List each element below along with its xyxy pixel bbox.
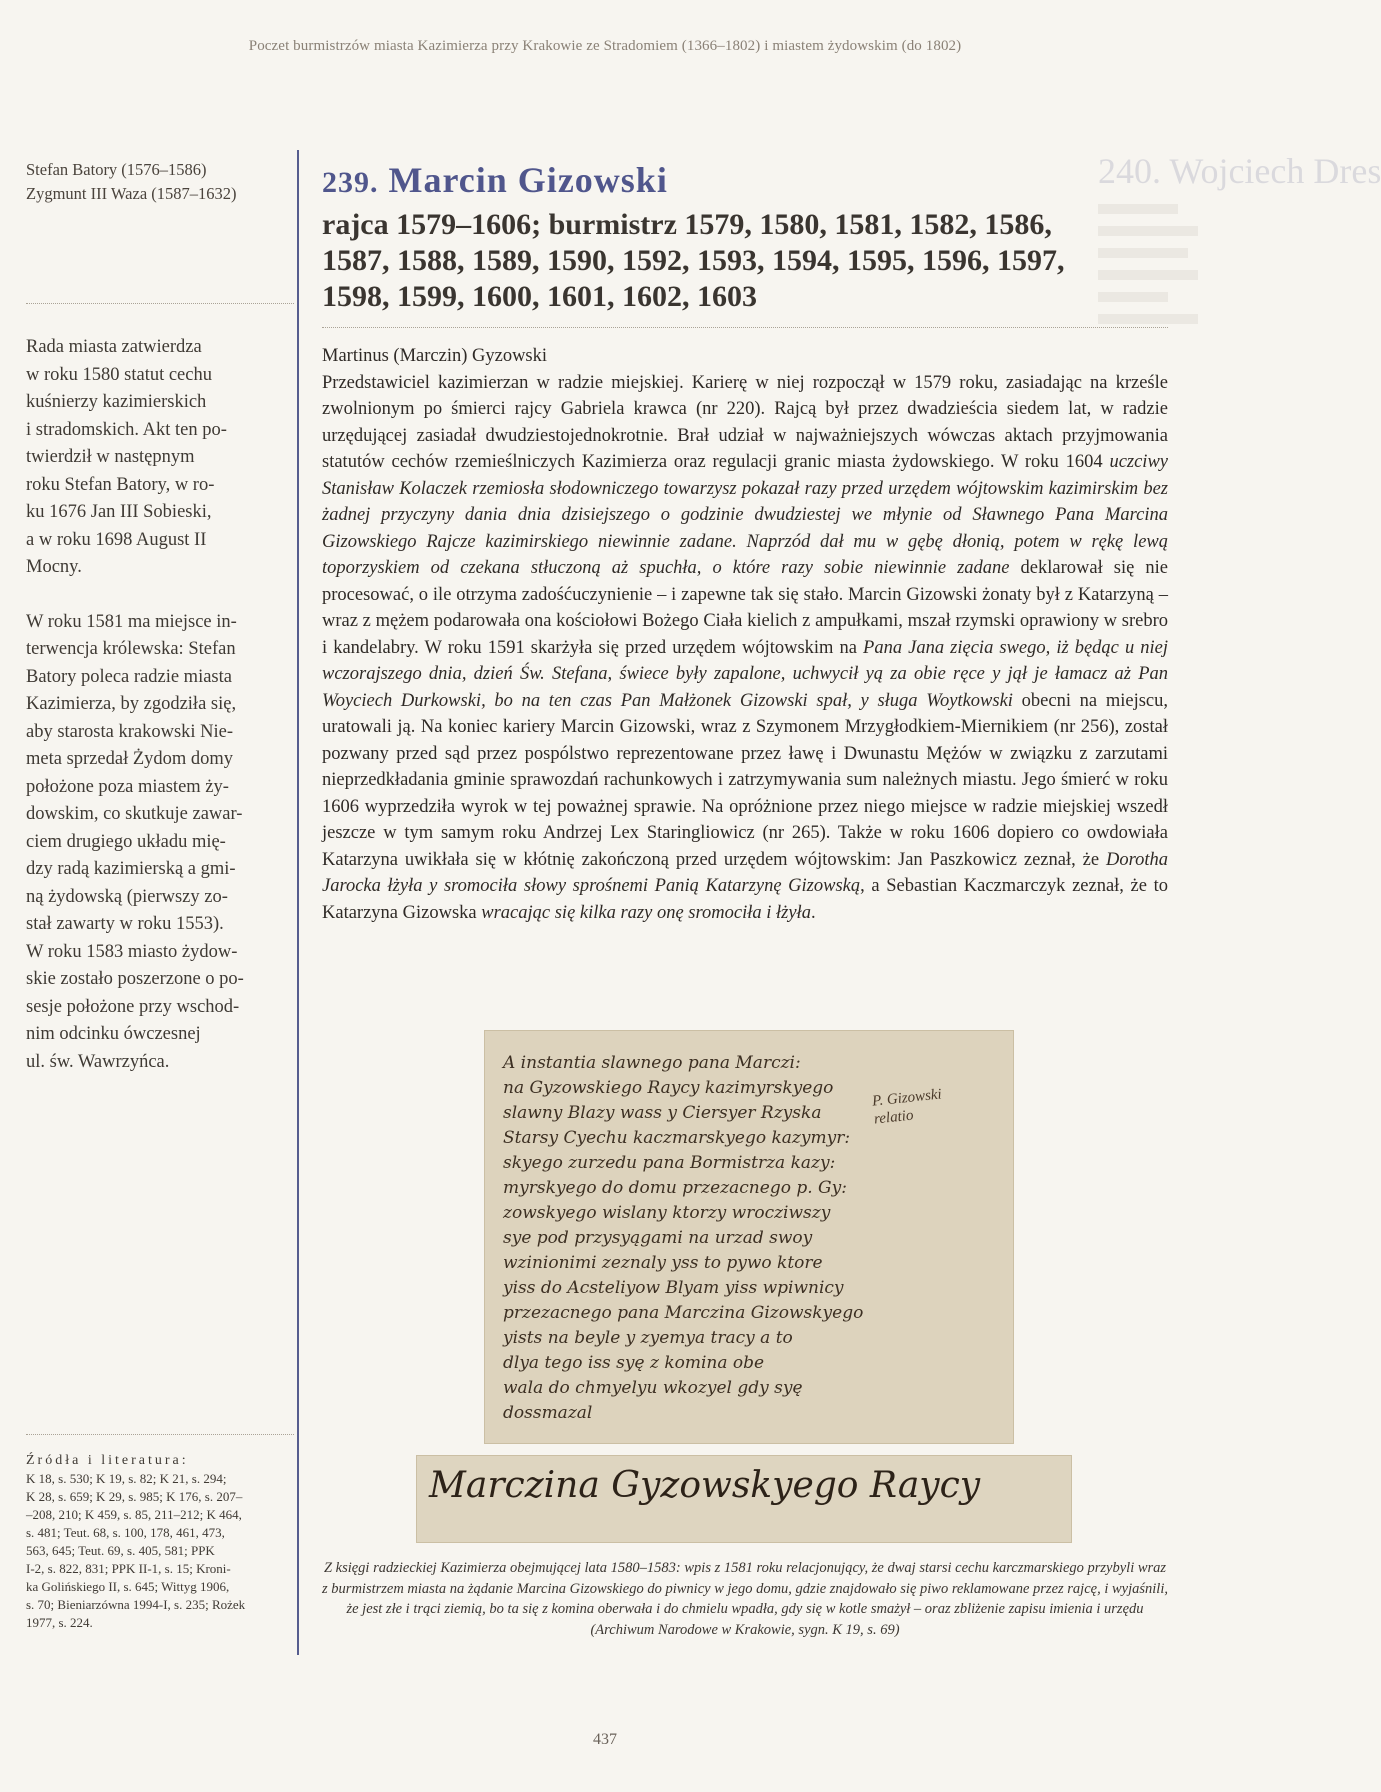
- page-number: 437: [593, 1731, 617, 1748]
- source-line: ka Golińskiego II, s. 645; Wittyg 1906,: [26, 1579, 230, 1594]
- offices-line: 1598, 1599, 1600, 1601, 1602, 1603: [322, 280, 757, 313]
- manuscript-line: slawny Blazy wass y Ciersyer Rzyska: [503, 1103, 822, 1123]
- manuscript-line: A instantia slawnego pana Marczi:: [503, 1053, 801, 1073]
- manuscript-detail-line: Marczina Gyzowskyego Raycy: [429, 1465, 981, 1506]
- manuscript-line: zowskyego wislany ktorzy wrocziwszy: [503, 1203, 831, 1223]
- manuscript-line: myrskyego do domu przezacnego p. Gy:: [503, 1178, 847, 1198]
- reign-line: Stefan Batory (1576–1586): [26, 160, 207, 179]
- body-text-run: , a Sebastian Kaczmarczyk zeznał, że to Katarzyna Gizowska: [322, 876, 1168, 923]
- sidenote-line: aby starosta krakowski Nie-: [26, 721, 234, 742]
- sidenote-council-statute: [26, 334, 294, 582]
- sidenote-line: w roku 1580 statut cechu: [26, 364, 212, 385]
- manuscript-line: na Gyzowskiego Raycy kazimyrskyego: [503, 1078, 834, 1098]
- body-text-run: Przedstawiciel kazimierzan w radzie miejskiej. Karierę w niej rozpoczął w 1579 roku, zasiadając na krześle zwolnionym po śmierci rajcy Gabriela krawca (nr 220). Rajcą był przez dwadzieścia siedem lat, w radzie urzędującej zasiadał dwudziestojednokrotnie. Brał udział w najważniejszych wówczas aktach przyjmowania statutów cechów rzemieślniczych Kazimierza oraz regulacji granic miasta żydowskiego. W roku 1604: [322, 372, 1168, 472]
- manuscript-line: yists na beyle y zyemya tracy a to: [503, 1328, 793, 1348]
- source-line: 1977, s. 224.: [26, 1615, 93, 1630]
- sidenote-line: ciem drugiego układu mię-: [26, 831, 226, 852]
- sidenote-line: nim odcinku ówczesnej: [26, 1024, 201, 1044]
- offices-line: rajca 1579–1606; burmistrz 1579, 1580, 1581, 1582, 1586,: [322, 208, 1052, 241]
- sidenote-line: ną żydowską (pierwszy zo-: [26, 886, 228, 907]
- margin-note-line: P. Gizowski: [871, 1086, 943, 1110]
- manuscript-line: yiss do Acsteliyow Blyam yiss wpiwnicy: [503, 1278, 844, 1298]
- source-line: K 28, s. 659; K 29, s. 985; K 176, s. 207–: [26, 1489, 243, 1504]
- sources-divider: [26, 1434, 294, 1435]
- sidenote-line: ku 1676 Jan III Sobieski,: [26, 502, 212, 522]
- manuscript-detail-image: [416, 1455, 1072, 1543]
- source-line: 563, 645; Teut. 69, s. 405, 581; PPK: [26, 1543, 215, 1558]
- sources-label: Źródła i literatura:: [26, 1453, 189, 1468]
- entry-title: [322, 158, 1168, 205]
- sidenote-line: W roku 1581 ma miejsce in-: [26, 611, 237, 632]
- sidenote-line: położone poza miastem ży-: [26, 776, 229, 797]
- entry-offices: [322, 207, 1168, 315]
- manuscript-margin-note: [871, 1085, 944, 1128]
- sources-list: [26, 1470, 294, 1632]
- manuscript-line: dossmazal: [503, 1403, 593, 1423]
- sidenote-line: meta sprzedał Żydom domy: [26, 749, 234, 769]
- sidenote-royal-intervention: [26, 609, 294, 1077]
- body-quote: Pana Jana zięcia swego, iż będąc u niej wczorajszego dnia, dzień Św. Stefana, świece były zapalone, uchwycił yą za obie ręce y jął je łamacz aż Pan Woyciech Durkowski, bo na ten czas Pan Małżonek Gizowski spał, y sługa Woytkowski: [322, 637, 1169, 711]
- sidenote-line: roku Stefan Batory, w ro-: [26, 474, 215, 495]
- source-line: s. 481; Teut. 68, s. 100, 178, 461, 473,: [26, 1525, 225, 1540]
- offices-line: 1587, 1588, 1589, 1590, 1592, 1593, 1594, 1595, 1596, 1597,: [322, 244, 1065, 277]
- manuscript-line: przezacnego pana Marczina Gizowskyego: [503, 1303, 864, 1323]
- sidenote-line: skie zostało poszerzone o po-: [26, 969, 244, 989]
- sidenote-line: Kazimierza, by zgodziła się,: [26, 694, 237, 714]
- sidebar: [26, 158, 294, 1076]
- margin-note-line: relatio: [873, 1107, 915, 1128]
- sidenote-line: a w roku 1698 August II: [26, 529, 207, 550]
- entry-header: [322, 158, 1168, 315]
- entry-number: 239.: [322, 166, 379, 199]
- running-head: Poczet burmistrzów miasta Kazimierza przy Krakowie ze Stradomiem (1366–1802) i miastem żydowskim (do 1802): [248, 38, 962, 54]
- entry-body: [322, 343, 1168, 926]
- latin-name: Martinus (Marczin) Gyzowski: [322, 346, 548, 366]
- source-line: K 18, s. 530; K 19, s. 82; K 21, s. 294;: [26, 1471, 227, 1486]
- source-line: I-2, s. 822, 831; PPK II-1, s. 15; Kroni-: [26, 1561, 231, 1576]
- body-quote: Dorotha Jarocka łżyła y sromociła słowy sprośnemi Panią Katarzynę Gizowską: [322, 849, 1168, 896]
- manuscript-line: sye pod przysyągami na urzad swoy: [503, 1228, 813, 1248]
- sidenote-line: Batory poleca radzie miasta: [26, 666, 232, 687]
- sidenote-line: Mocny.: [26, 557, 82, 577]
- sidenote-line: Rada miasta zatwierdza: [26, 337, 202, 357]
- body-text-run: .: [810, 902, 816, 923]
- manuscript-line: dlya tego iss syę z komina obe: [503, 1353, 765, 1373]
- reigns: [26, 158, 294, 206]
- sidenote-line: terwencja królewska: Stefan: [26, 639, 236, 659]
- sidenote-line: twierdził w następnym: [26, 447, 195, 467]
- manuscript-line: skyego zurzedu pana Bormistrza kazy:: [503, 1153, 836, 1173]
- figure-caption: Z księgi radzieckiej Kazimierza obejmującej lata 1580–1583: wpis z 1581 roku relacjonujący, że dwaj starsi cechu karczmarskiego przybyli wraz z burmistrzem miasta na żądanie Marcina Gizowskiego do piwnicy w jego domu, gdzie znajdowało się piwo reklamowane przez rajcę, i wyjaśnili, że jest złe i trąci ziemią, bo ta się z komina oberwała i do chmielu wpadła, gdy się w kotle smażył – oraz zbliżenie zapisu imienia i urzędu (Archiwum Narodowe w Krakowie, sygn. K 19, s. 69): [322, 1560, 1168, 1638]
- sidenote-line: kuśnierzy kazimierskich: [26, 392, 207, 412]
- source-line: s. 70; Bieniarzówna 1994-I, s. 235; Rożek: [26, 1597, 246, 1612]
- entry-name: Marcin Gizowski: [388, 160, 668, 200]
- manuscript-line: wzinionimi zeznaly yss to pywo ktore: [503, 1253, 823, 1273]
- ghost-title: 240. Wojciech Dres: [1098, 151, 1381, 191]
- manuscript-line: Starsy Cyechu kaczmarskyego kazymyr:: [503, 1128, 851, 1148]
- sidenote-line: i stradomskich. Akt ten po-: [26, 419, 227, 440]
- sources: [26, 1452, 294, 1632]
- manuscript-line: wala do chmyelyu wkozyel gdy syę: [503, 1378, 803, 1398]
- sidenote-line: dzy radą kazimierską a gmi-: [26, 859, 236, 879]
- sidebar-divider: [26, 303, 294, 304]
- header-divider: [322, 327, 1168, 328]
- reign-line: Zygmunt III Waza (1587–1632): [26, 184, 237, 203]
- body-quote: uczciwy Stanisław Kolaczek rzemiosła słodowniczego towarzysz pokazał razy przed urzędem wójtowskim kazimirskim bez żadnej przyczyny dania dnia dzisiejszego o godzinie dwudziestej we młynie od Sławnego Pana Marcina Gizowskiego Rajcze kazimirskiego niewinnie zadane. Naprzód dał mu w gębę dłonią, potem w rękę lewą toporzyskiem od czekana stłuczoną aż spuchła, o które razy sobie niewinnie zadane: [322, 452, 1168, 578]
- sidenote-line: W roku 1583 miasto żydow-: [26, 941, 238, 962]
- body-quote: wracając się kilka razy onę sromociła i łżyła: [481, 902, 811, 923]
- manuscript-image: [484, 1030, 1014, 1444]
- column-rule: [297, 150, 299, 1655]
- body-text-run: obecni na miejscu, uratowali ją. Na koniec kariery Marcin Gizowski, wraz z Szymonem Mrzygłodkiem-Miernikiem (nr 256), został pozwany przed sąd przez pospólstwo reprezentowane przez ławę i Dwunastu Mężów w związku z zarzutami nieprzedkładania gminie sprawozdań rachunkowych i zatrzymywania sum należnych miastu. Jego śmierć w roku 1606 wyprzedziła wyrok w tej poważnej sprawie. Na opróżnione przez niego miejsce w radzie miejskiej wszedł jeszcze w tym samym roku Andrzej Lex Staringliowicz (nr 265). Także w roku 1606 dopiero co owdowiała Katarzyna uwikłała się w kłótnię zakończoną przed urzędem wójtowskim: Jan Paszkowicz zeznał, że: [322, 690, 1168, 870]
- sidenote-line: sesje położone przy wschod-: [26, 996, 240, 1017]
- source-line: –208, 210; K 459, s. 85, 211–212; K 464,: [26, 1507, 242, 1522]
- sidenote-line: stał zawarty w roku 1553).: [26, 914, 224, 934]
- body-paragraph: [322, 370, 1168, 927]
- sidenote-line: dowskim, co skutkuje zawar-: [26, 804, 243, 824]
- body-text-run: deklarował się nie procesować, o ile otrzyma zadośćuczynienie – i zapewne tak się stało. Marcin Gizowski żonaty był z Katarzyną – wraz z mężem podarowała ona kościołowi Bożego Ciała kielich z ampułkami, mszał rzymski oprawiony w srebro i kandelabry. W roku 1591 skarżyła się przed urzędem wójtowskim na: [322, 558, 1168, 658]
- sidenote-line: ul. św. Wawrzyńca.: [26, 1051, 170, 1072]
